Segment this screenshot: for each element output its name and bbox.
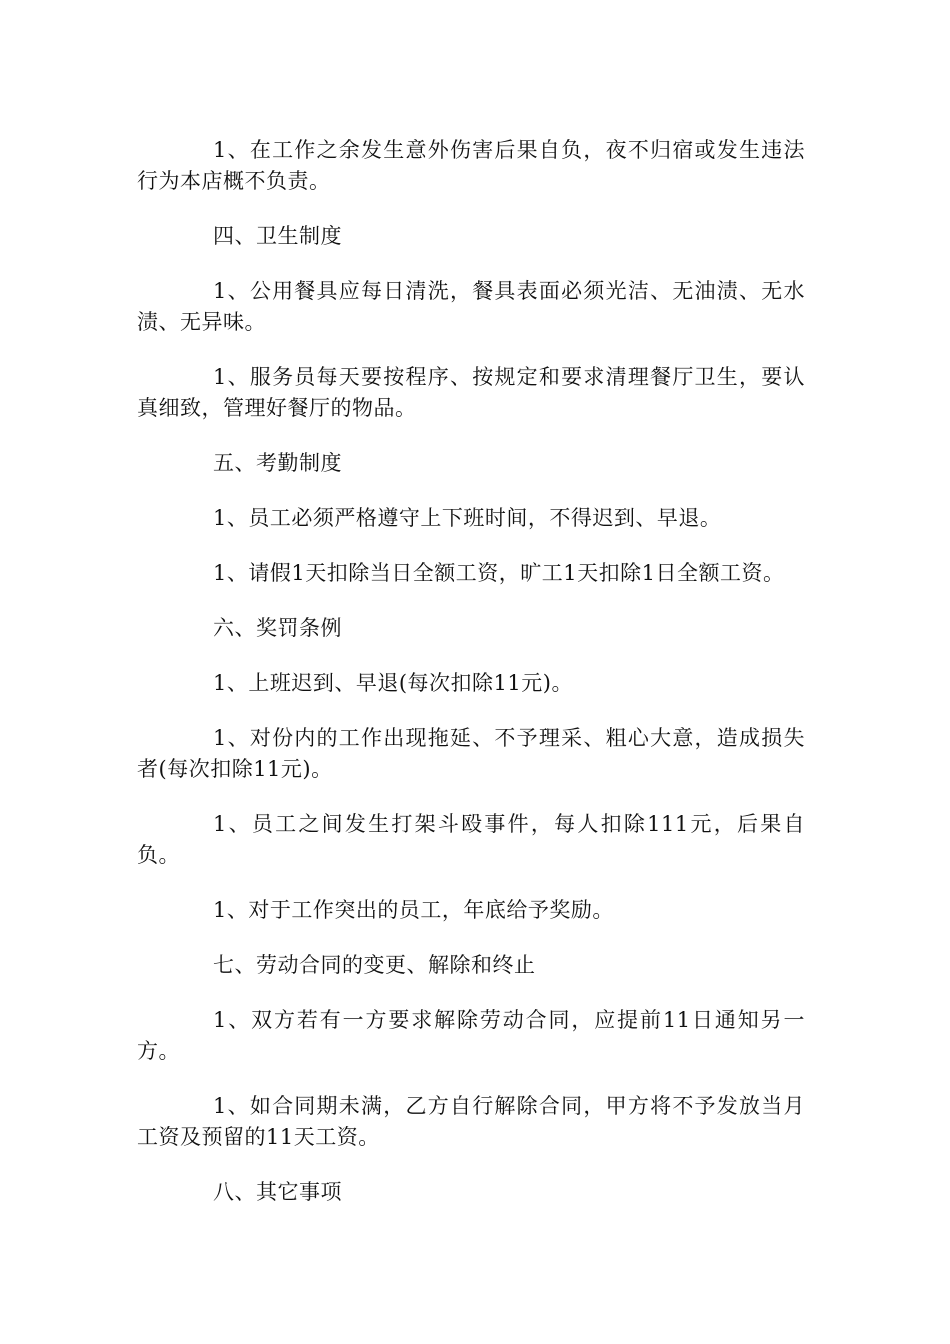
- paragraph: 1、对份内的工作出现拖延、不予理采、粗心大意，造成损失者(每次扣除11元)。: [137, 726, 805, 781]
- paragraph: 1、在工作之余发生意外伤害后果自负，夜不归宿或发生违法行为本店概不负责。: [137, 138, 805, 193]
- section-heading: 五、考勤制度: [213, 451, 342, 475]
- document-page: [137, 135, 805, 1232]
- paragraph: 1、员工之间发生打架斗殴事件，每人扣除111元，后果自负。: [137, 812, 805, 867]
- paragraph: 1、公用餐具应每日清洗，餐具表面必须光洁、无油渍、无水渍、无异味。: [137, 279, 805, 334]
- paragraph: 1、上班迟到、早退(每次扣除11元)。: [213, 671, 573, 695]
- paragraph: 1、请假1天扣除当日全额工资，旷工1天扣除1日全额工资。: [213, 561, 785, 585]
- section-heading: 四、卫生制度: [213, 224, 342, 248]
- section-heading: 八、其它事项: [213, 1180, 342, 1204]
- paragraph: 1、对于工作突出的员工，年底给予奖励。: [213, 898, 614, 922]
- paragraph: 1、如合同期未满，乙方自行解除合同，甲方将不予发放当月工资及预留的11天工资。: [137, 1094, 805, 1149]
- paragraph: 1、双方若有一方要求解除劳动合同，应提前11日通知另一方。: [137, 1008, 805, 1063]
- section-heading: 六、奖罚条例: [213, 616, 342, 640]
- paragraph: 1、员工必须严格遵守上下班时间，不得迟到、早退。: [213, 506, 722, 530]
- section-heading: 七、劳动合同的变更、解除和终止: [213, 953, 536, 977]
- paragraph: 1、服务员每天要按程序、按规定和要求清理餐厅卫生，要认真细致，管理好餐厅的物品。: [137, 365, 805, 420]
